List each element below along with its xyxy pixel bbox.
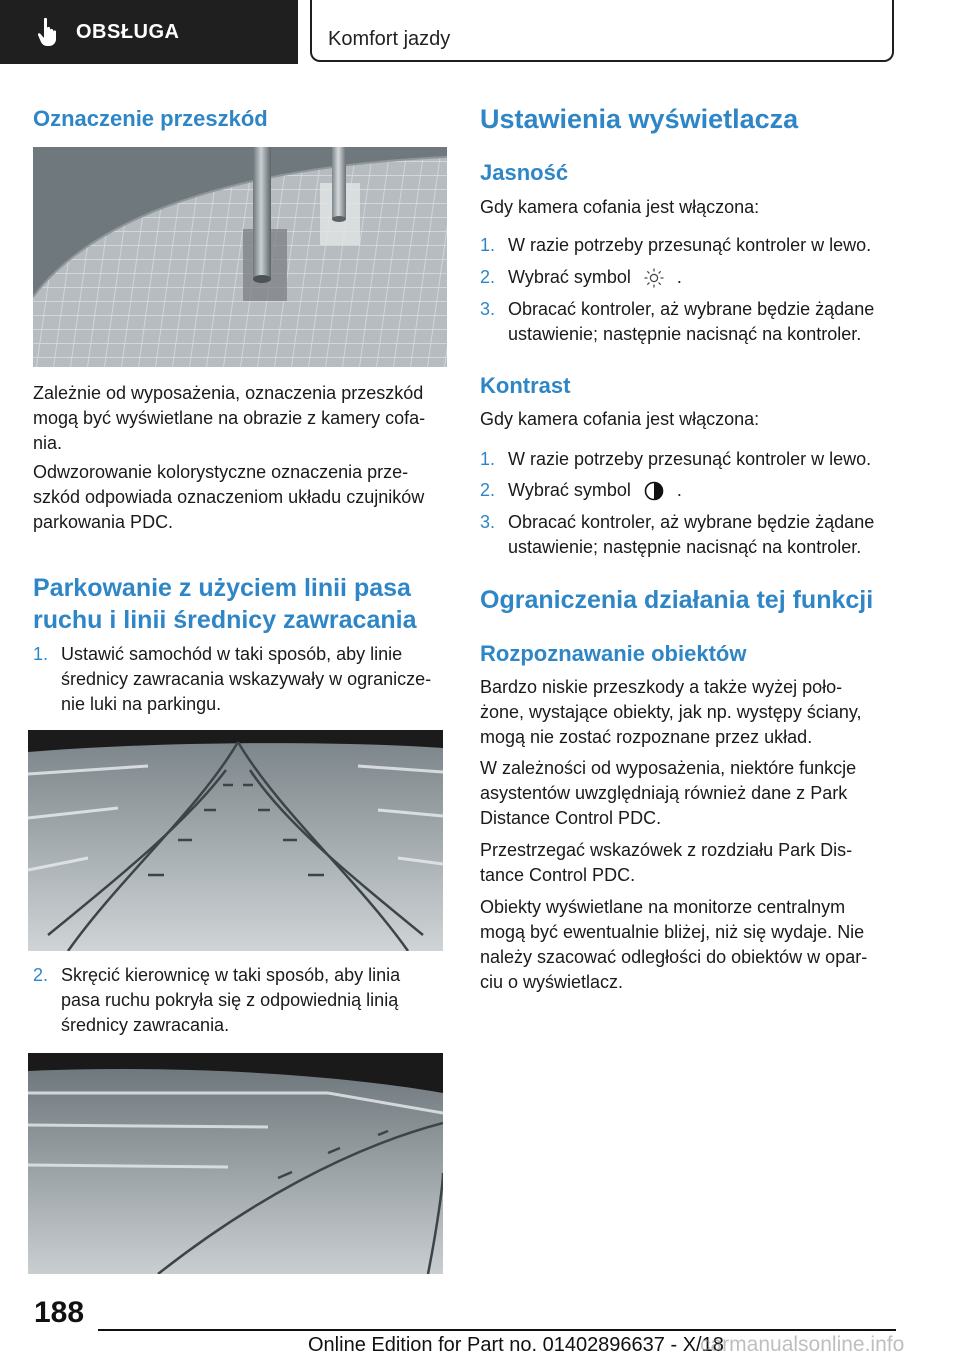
text-line: mogą być ewentualnie bliżej, niż się wydaje. Nie — [480, 922, 865, 942]
watermark: carmanualsonline.info — [700, 1333, 905, 1356]
edition-text: Online Edition for Part no. 01402896637 - X/18 — [308, 1334, 724, 1356]
heading-line: Parkowanie z użyciem linii pasa — [33, 574, 411, 602]
step-text: ustawienie; następnie nacisnąć na kontroler. — [508, 537, 862, 557]
text-line: należy szacować odległości do obiektów w opar- — [480, 947, 868, 967]
step-number: 2. — [480, 480, 496, 500]
text-line: W zależności od wyposażenia, niektóre funkcje — [480, 758, 857, 778]
step-text: Obracać kontroler, aż wybrane będzie żądane — [508, 299, 875, 319]
contrast-icon — [644, 481, 664, 501]
step-number: 3. — [480, 299, 496, 319]
step-text: Ustawić samochód w taki sposób, aby linie — [61, 644, 403, 664]
step-number: 2. — [33, 965, 49, 985]
text-line: Zależnie od wyposażenia, oznaczenia przeszkód — [33, 383, 424, 403]
recognition-paragraph-3 — [480, 838, 852, 888]
contrast-step-2 — [480, 478, 900, 503]
step-number: 1. — [33, 644, 49, 664]
heading-display-settings: Ustawienia wyświetlacza — [480, 104, 799, 134]
heading-object-recognition: Rozpoznawanie obiektów — [480, 641, 747, 666]
text-line: Distance Control PDC. — [480, 808, 662, 828]
text-line: Obiekty wyświetlane na monitorze centralnym — [480, 897, 846, 917]
text-line: ciu o wyświetlacz. — [480, 972, 624, 992]
step-text: Wybrać symbol — [508, 267, 631, 287]
chapter-header — [310, 0, 894, 62]
brightness-intro: Gdy kamera cofania jest włączona: — [480, 197, 760, 217]
heading-function-limits: Ograniczenia działania tej funkcji — [480, 586, 874, 614]
step-text-with-icon — [508, 478, 682, 503]
step-text: Wybrać symbol — [508, 480, 631, 500]
turning-circle-image — [28, 730, 443, 951]
page-number: 188 — [34, 1296, 85, 1329]
text-line: szkód odpowiada oznaczeniom układu czujników — [33, 487, 425, 507]
contrast-step-1 — [480, 447, 900, 472]
contrast-step-3 — [480, 510, 900, 560]
step-text: . — [676, 480, 682, 500]
step-text: ustawienie; następnie nacisnąć na kontroler. — [508, 324, 862, 344]
lane-line-illustration — [28, 1053, 443, 1274]
step-text: średnicy zawracania wskazywały w ogranicze- — [61, 669, 432, 689]
lane-line-image — [28, 1053, 443, 1274]
text-line: tance Control PDC. — [480, 865, 636, 885]
step-text: . — [676, 267, 682, 287]
parking-step-2 — [33, 963, 447, 1038]
obstacles-paragraph-1 — [33, 381, 425, 456]
obstacle-marking-image — [33, 147, 447, 367]
text-line: żone, wystające obiekty, jak np. występy ściany, — [480, 702, 862, 722]
step-number: 1. — [480, 235, 496, 255]
text-line: asystentów uwzględniają również dane z Park — [480, 783, 848, 803]
text-line: Odwzorowanie kolorystyczne oznaczenia prze- — [33, 462, 409, 482]
step-number: 1. — [480, 449, 496, 469]
step-text: W razie potrzeby przesunąć kontroler w lewo. — [508, 449, 872, 469]
recognition-paragraph-1 — [480, 675, 862, 750]
text-line: nia. — [33, 433, 63, 453]
text-line: Przestrzegać wskazówek z rozdziału Park Dis- — [480, 840, 853, 860]
footer-divider — [98, 1329, 896, 1331]
step-text: W razie potrzeby przesunąć kontroler w lewo. — [508, 235, 872, 255]
obstacles-paragraph-2 — [33, 460, 424, 535]
heading-obstacle-marking: Oznaczenie przeszkód — [33, 106, 268, 131]
brightness-step-3 — [480, 297, 900, 347]
contrast-intro: Gdy kamera cofania jest włączona: — [480, 409, 760, 429]
brightness-step-2 — [480, 265, 900, 290]
hand-pointer-icon — [36, 17, 62, 47]
step-text: Skręcić kierownicę w taki sposób, aby linia — [61, 965, 401, 985]
obstacle-marking-illustration — [33, 147, 447, 367]
brightness-step-1 — [480, 233, 900, 258]
recognition-paragraph-2 — [480, 756, 856, 831]
text-line: parkowania PDC. — [33, 512, 174, 532]
step-text: średnicy zawracania. — [61, 1015, 230, 1035]
step-number: 2. — [480, 267, 496, 287]
text-line: mogą nie zostać rozpoznane przez układ. — [480, 727, 813, 747]
step-text-with-icon — [508, 265, 682, 290]
turning-circle-illustration — [28, 730, 443, 951]
text-line: Bardzo niskie przeszkody a także wyżej poło- — [480, 677, 843, 697]
heading-line: ruchu i linii średnicy zawracania — [33, 606, 417, 634]
heading-contrast: Kontrast — [480, 373, 571, 398]
heading-parking-lines — [33, 572, 416, 636]
parking-step-1 — [33, 642, 447, 717]
sun-icon — [644, 268, 664, 288]
step-number: 3. — [480, 512, 496, 532]
heading-brightness: Jasność — [480, 160, 569, 185]
step-text: nie luki na parkingu. — [61, 694, 222, 714]
section-tab — [0, 0, 298, 64]
step-text: Obracać kontroler, aż wybrane będzie żądane — [508, 512, 875, 532]
section-label: OBSŁUGA — [76, 20, 180, 43]
recognition-paragraph-4 — [480, 895, 867, 995]
step-text: pasa ruchu pokryła się z odpowiednią linią — [61, 990, 399, 1010]
text-line: mogą być wyświetlane na obrazie z kamery cofa- — [33, 408, 426, 428]
chapter-title: Komfort jazdy — [328, 28, 451, 50]
